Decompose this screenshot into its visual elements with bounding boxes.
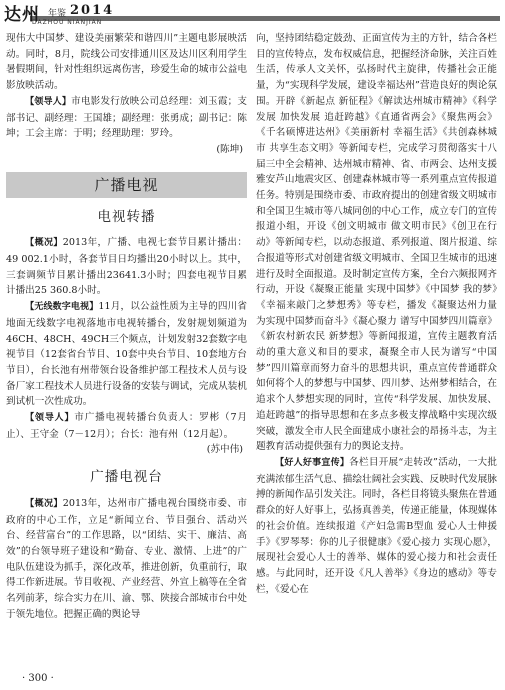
paragraph-text: 各栏目开展“走转改”活动，一大批充满浓郁生活气息、描绘壮阔社会实践、反映时代发展脉搏的新闻作品引发关注。同时，各栏目将镜头聚焦在普通群众的好人好事上，弘扬真善美，传递正能量，体现媒体的社会价值。连续报道《产妇急需B型血 爱心人士伸援手》《罗琴琴：你的儿子很健康》《爱心接力 实现心愿》，展现社会爱心人士的善举、媒体的爱心接力和社会责任感。与此同时，还开设《凡人善举》《身边的感动》等专栏，《爱心在 (256, 456, 497, 595)
author-signature: (苏中伟) (206, 444, 243, 456)
paragraph (256, 455, 497, 597)
header-subtitle: DAZHOU NIANJIAN (32, 19, 103, 26)
paragraph: 向，坚持团结稳定鼓劲、正面宣传为主的方针，结合各栏目的宣传特点，发布权威信息，把握经济命脉，关注百姓生活，传承人文关怀，弘扬时代主旋律，传播社会正能量，为“实现科学发展，建设幸福达州”营造良好的舆论氛围。开辟《新起点 新征程》《解读达州城市精神》《科学发展 加快发展 追赶跨越》《直通省两会》《聚焦两会》《千名硕博进达州》《美丽新村 幸福生活》《共创森林城市 共享生态文明》等新闻专栏，完成学习贯彻落实十八届三中全会精神、达州城市精神、省、市两会、达州支援雅安芦山地震灾区、创建森林城市等一系列重点宣传报道任务。特别是围绕市委、市政府提出的创建省级文明城市和全国卫生城市等八城同创的中心工作，成立专门的宣传报道小组，开设《创文明城市 做文明市民》《创卫在行动》等新闻专栏，以动态报道、系列报道、图片报道、综合报道等形式对创建省级文明城市、全国卫生城市的迅速进行及时全面报道。及时制定宣传方案，全台六频报网齐行动，开设《凝聚正能量 实现中国梦》《中国梦 我的梦》《幸福来敲门之梦想秀》等专栏，播发《凝聚达州力量 为实现中国梦而奋斗》《凝心聚力 谱写中国梦四川篇章》《新农村新农民 新梦想》等新闻报道，宣传主题教育活动的重大意义和目的要求，凝聚全市人民为谱写“中国梦”四川篇章而努力奋斗的思想共识，重点宣传普通群众如何将个人的梦想与中国梦、四川梦、达州梦相结合，在追求个人梦想实现的同时，宣传“科学发展、加快发展、追赶跨越”的指导思想和在多点多极支撑战略中实现次级突破，激发全市人民全面建成小康社会的昂扬斗志，为主题教育活动提供强有力的舆论支持。 (256, 33, 497, 453)
paragraph: 现伟大中国梦、建设美丽繁荣和谐四川”主题电影展映活动。同时，8月，院线公司安排通川区及达川区利用学生暑假期间，针对性组织远离伤害，珍爱生命的城市公益电影放映活动。 (6, 33, 247, 92)
paragraph (6, 94, 247, 142)
paragraph (6, 410, 247, 442)
paragraph-text: 2013年，达州市广播电视台围绕市委、市政府的中心工作，立足“新闻立台、节目强台、活动兴台、经营富台”的工作思路，以“团结、实干、廉洁、高效”的台领导班子建设和“勤奋、专业、激情、上进”的广电队伍建设为抓手，深化改革，推进创新，负重前行，取得工作新进展。节目收视、产业经营、外宣上稿等在全省名列前茅，综合实力在川、渝、鄂、陕接合部城市台中处于领先地位。把握正确的舆论导 (6, 497, 247, 620)
header-year: 2014 (70, 3, 115, 18)
paragraph-label: 【领导人】 (25, 96, 72, 107)
section-banner: 广播电视 (6, 172, 247, 198)
paragraph-label: 【概况】 (25, 498, 63, 509)
paragraph-text: 市电影发行放映公司总经理：刘玉霞；支部书记、副经理：王国雄；副经理：张勇成；副书记：陈坤；工会主席：于明；经理助理：罗玲。 (6, 95, 247, 140)
page-number: · 300 · (22, 673, 54, 684)
paragraph-label: 【无线数字电视】 (25, 302, 99, 313)
paragraph (6, 235, 247, 299)
paragraph-label: 【概况】 (25, 238, 63, 249)
paragraph (6, 496, 247, 623)
paragraph-text: 市广播电视转播台负责人：罗彬（7月止）、王守金（7－12月）；台长：池有州（12月起）。 (6, 412, 247, 440)
right-column (256, 31, 497, 597)
author-signature: (陈坤) (216, 143, 243, 155)
subsection-title: 广播电视台 (90, 469, 163, 486)
paragraph (6, 299, 247, 410)
subsection-title: 电视转播 (97, 208, 156, 225)
paragraph-label: 【好人好事宣传】 (275, 457, 350, 468)
header-logo: 达州 (4, 5, 40, 25)
paragraph-text: 11月，以公益性质为主导的四川省地面无线数字电视落地市电视转播台，发射规划频道为46CH、48CH、49CH三个频点，计划发射32套数字电视节目（12套省台节目、10套中央台节目、10套地方台节目），台长池有州带领台设备维护部工程技术人员与设备厂家工程技术人员进行设备的安装与调试，完成从装机到试机一次性成功。 (6, 301, 247, 408)
left-column (6, 31, 247, 623)
paragraph-text: 2013年，广播、电视七套节目累计播出：49 002.1小时，各套节目日均播出20小时以上。其中，三套调频节目累计播出23641.3小时；四套电视节目累计播出25 360.8小时。 (6, 237, 247, 297)
paragraph-label: 【领导人】 (25, 413, 75, 424)
header-nian: 年鉴 (48, 9, 67, 19)
